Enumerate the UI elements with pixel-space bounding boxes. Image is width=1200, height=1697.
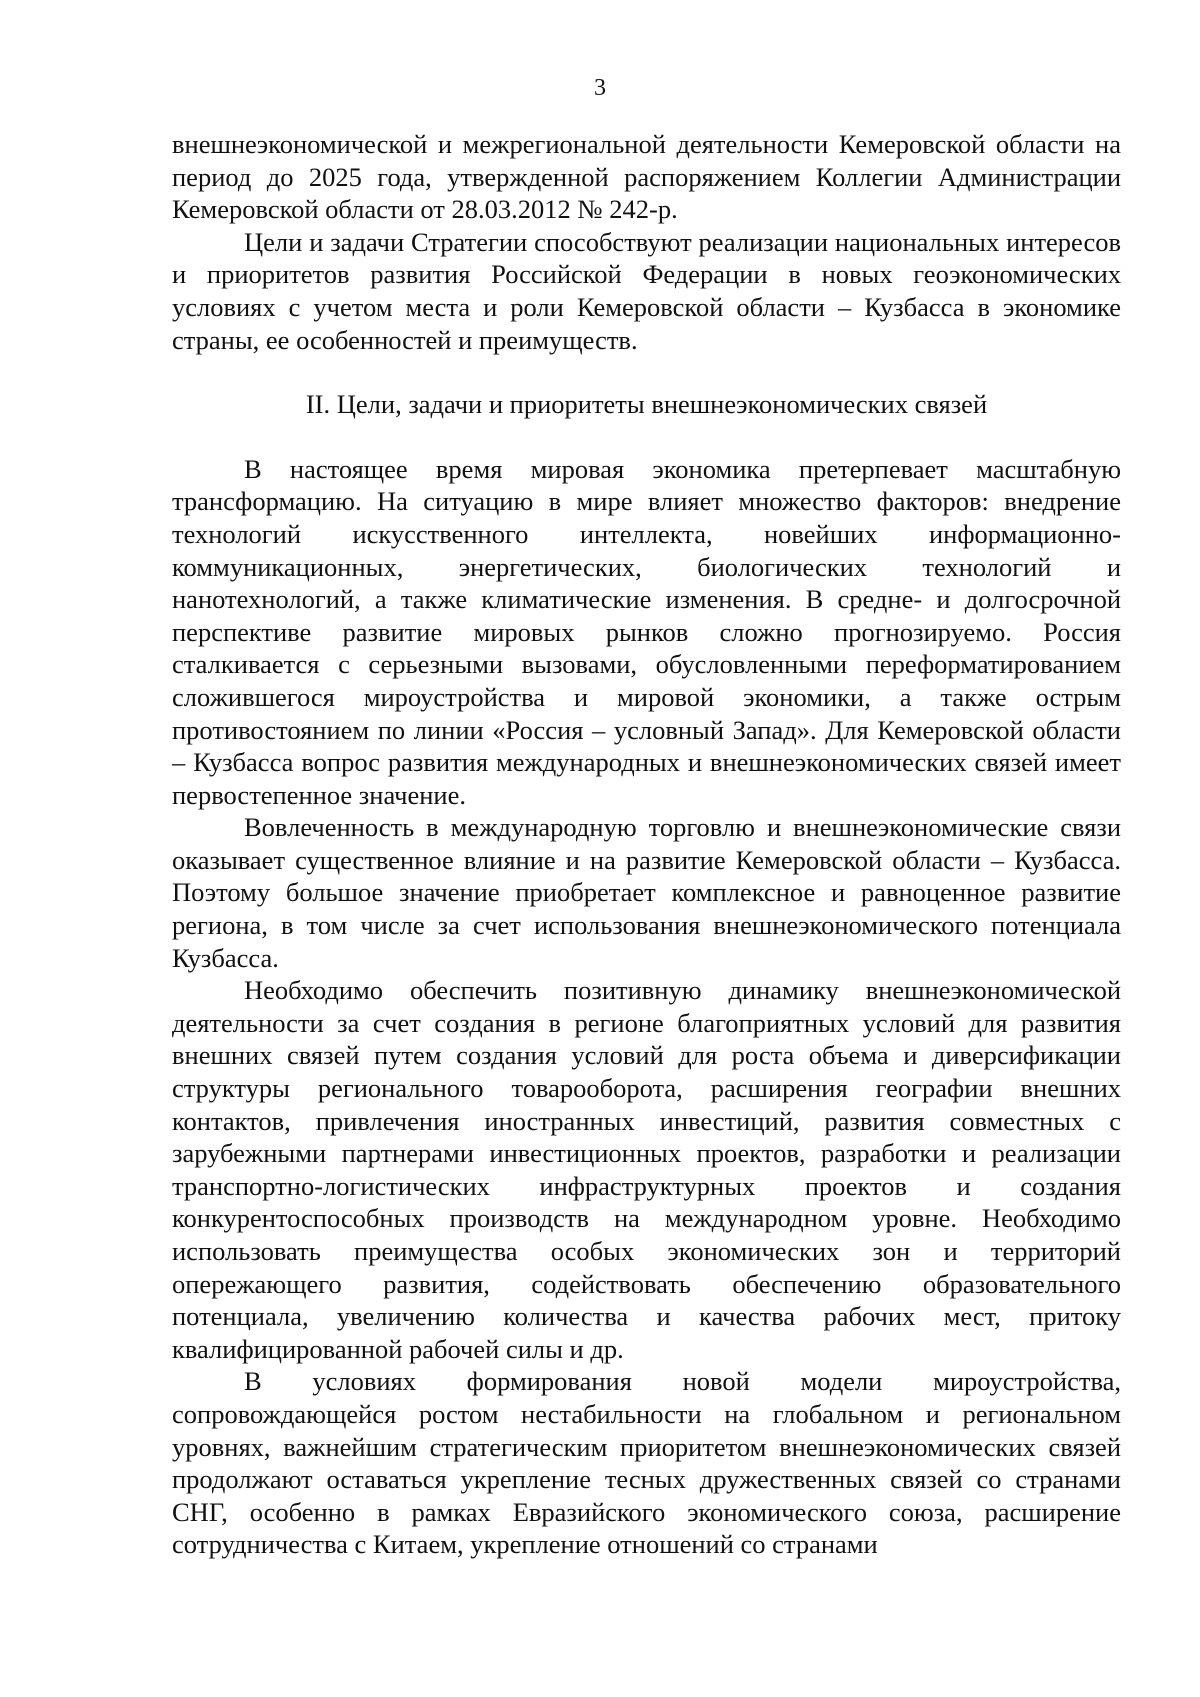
section-heading: II. Цели, задачи и приоритеты внешнеэкономических связей — [305, 389, 988, 420]
paragraph: Вовлеченность в международную торговлю и внешнеэкономические связи оказывает существенное влияние и на развитие Кемеровской области – Кузбасса. Поэтому большое значение приобретает комплексное и равноценное развитие региона, в том числе за счет использования внешнеэкономического потенциала Кузбасса. — [172, 812, 1121, 973]
intro-paragraphs — [172, 128, 1121, 356]
paragraph: внешнеэкономической и межрегиональной деятельности Кемеровской области на период до 2025 года, утвержденной распоряжением Коллегии Администрации Кемеровской области от 28.03.2012 № 242-р. — [172, 129, 1121, 225]
paragraph: В условиях формирования новой модели мироустройства, сопровождающейся ростом нестабильности на глобальном и региональном уровнях, важнейшим стратегическим приоритетом внешнеэкономических связей продолжают оставаться укрепление тесных дружественных связей со странами СНГ, особенно в рамках Евразийского экономического союза, расширение сотрудничества с Китаем, укрепление отношений со странами — [172, 1366, 1121, 1560]
paragraph: Цели и задачи Стратегии способствуют реализации национальных интересов и приоритетов развития Российской Федерации в новых геоэкономических условиях с учетом места и роли Кемеровской области – Кузбасса в экономике страны, ее особенностей и преимуществ. — [172, 226, 1121, 355]
section-paragraphs — [172, 453, 1121, 1561]
document-body — [172, 128, 1121, 1561]
paragraph: В настоящее время мировая экономика претерпевает масштабную трансформацию. На ситуацию в мире влияет множество факторов: внедрение технологий искусственного интеллекта, новейших информационно-коммуникационных, энергетических, биологических технологий и нанотехнологий, а также климатические изменения. В средне- и долгосрочной перспективе развитие мировых рынков сложно прогнозируемо. Россия сталкивается с серьезными вызовами, обусловленными переформатированием сложившегося мироустройства и мировой экономики, а также острым противостоянием по линии «Россия – условный Запад». Для Кемеровской области – Кузбасса вопрос развития международных и внешнеэкономических связей имеет первостепенное значение. — [172, 453, 1121, 810]
page-number: 3 — [594, 75, 606, 101]
paragraph: Необходимо обеспечить позитивную динамику внешнеэкономической деятельности за счет создания в регионе благоприятных условий для развития внешних связей путем создания условий для роста объема и диверсификации структуры регионального товарооборота, расширения географии внешних контактов, привлечения иностранных инвестиций, развития совместных с зарубежными партнерами инвестиционных проектов, разработки и реализации транспортно-логистических инфраструктурных проектов и создания конкурентоспособных производств на международном уровне. Необходимо использовать преимущества особых экономических зон и территорий опережающего развития, содействовать обеспечению образовательного потенциала, увеличению количества и качества рабочих мест, притоку квалифицированной рабочей силы и др. — [172, 975, 1121, 1364]
